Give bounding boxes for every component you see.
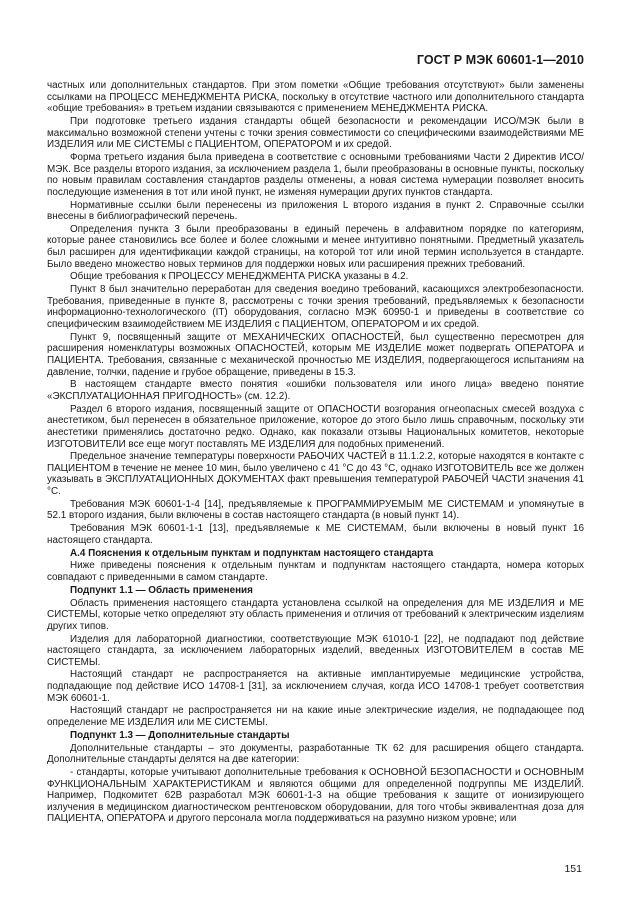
list-item: - стандарты, которые учитывают дополнительные требования к ОСНОВНОЙ БЕЗОПАСНОСТИ и ОСНОВНЫМ ФУНКЦИОНАЛЬНЫМ ХАРАКТЕРИСТИКАМ и являются общими для определенной подгруппы МЕ ИЗДЕЛИЙ. Например, Подкомитет 62В разработал МЭК 60601-1-3 на общие требования к защите от ионизирующего излучения в медицинском диагностическом рентгеновском оборудовании, для того чтобы эквивалентная доза для ПАЦИЕНТА, ОПЕРАТОРА и другого персонала могла поддерживаться на разумно низком уровне; или (47, 766, 584, 825)
section-heading: А.4 Пояснения к отдельным пунктам и подпунктам настоящего стандарта (70, 547, 434, 559)
paragraph: В настоящем стандарте вместо понятия «ошибки пользователя или иного лица» введено понятие «ЭКСПЛУАТАЦИОННАЯ ПРИГОДНОСТЬ» (см. 12.2). (47, 379, 584, 402)
paragraph: Дополнительные стандарты – это документы, разработанные ТК 62 для расширения общего стандарта. Дополнительные стандарты делятся на две категории: (47, 742, 584, 766)
paragraph: Область применения настоящего стандарта установлена ссылкой на определения для МЕ ИЗДЕЛИЯ и МЕ СИСТЕМЫ, которые четко определяют эту область применения и отличия от требований к электрическим изделиям других типов. (47, 597, 584, 632)
paragraph: Требования МЭК 60601-1-4 [14], предъявляемые к ПРОГРАММИРУЕМЫМ МЕ СИСТЕМАМ и упомянутые в 52.1 второго издания, были включены в состав настоящего стандарта (в новый пункт 14). (47, 498, 584, 522)
subclause-heading: Подпункт 1.3 — Дополнительные стандарты (70, 729, 290, 741)
paragraph: частных или дополнительных стандартов. При этом пометки «Общие требования отсутствуют» были заменены ссылками на ПРОЦЕСС МЕНЕДЖМЕНТА РИСКА, поскольку в отсутствие частного или дополнительного стандарта «общие требования» в третьем издании связываются с применением МЕНЕДЖМЕНТА РИСКА. (47, 80, 584, 115)
paragraph: Требования МЭК 60601-1-1 [13], предъявляемые к МЕ СИСТЕМАМ, были включены в новый пункт 16 настоящего стандарта. (47, 523, 584, 546)
paragraph: Форма третьего издания была приведена в соответствие с основными требованиями Части 2 Директив ИСО/МЭК. Все разделы второго издания, за исключением раздела 1, были преобразованы в основные пункты, поскольку по новым правилам составления стандартов разделы отменены, а новая система нумерации позволяет вносить последующие изменения в тот или иной пункт, не изменяя нумерации других пунктов стандарта. (47, 151, 584, 198)
page-number: 151 (564, 863, 582, 875)
paragraph: Настоящий стандарт не распространяется ни на какие иные электрические изделия, не подпадающее под определение МЕ ИЗДЕЛИЯ или МЕ СИСТЕМЫ. (47, 705, 584, 729)
paragraph: Раздел 6 второго издания, посвященный защите от ОПАСНОСТИ возгорания огнеопасных смесей воздуха с анестетиком, был перенесен в обязательное приложение, которое до этого было лишь справочным, поскольку эти анестетики применялись достаточно редко. Однако, как показали отзывы Национальных комитетов, некоторые ИЗГОТОВИТЕЛИ все еще могут поставлять МЕ ИЗДЕЛИЯ для подобных применений. (47, 403, 584, 450)
paragraph: Настоящий стандарт не распространяется на активные имплантируемые медицинские устройства, подпадающие под действие ИСО 14708-1 [31], за исключением случая, когда ИСО 14708-1 требует соответствия МЭК 60601-1. (47, 669, 584, 704)
subclause-heading: Подпункт 1.1 — Область применения (70, 584, 253, 596)
paragraph: Определения пункта 3 были преобразованы в единый перечень в алфавитном порядке по категориям, которые ранее становились все более и более сложными и менее интуитивно понятными. Предметный указатель был расширен для идентификации каждой страницы, на которой тот или иной термин используется в стандарте. Было введено множество новых терминов для поддержки новых или расширения прежних требований. (47, 223, 584, 270)
paragraph: Нормативные ссылки были перенесены из приложения L второго издания в пункт 2. Справочные ссылки внесены в библиографический перечень. (47, 199, 584, 223)
paragraph: Пункт 9, посвященный защите от МЕХАНИЧЕСКИХ ОПАСНОСТЕЙ, был существенно пересмотрен для расширения номенклатуры возможных ОПАСНОСТЕЙ, которым МЕ ИЗДЕЛИЕ может подвергать ОПЕРАТОРА и ПАЦИЕНТА. Требования, связанные с механической прочностью МЕ ИЗДЕЛИЯ, подвергающегося испытаниям на давление, толчки, падение и грубое обращение, приведены в 15.3. (47, 331, 584, 378)
paragraph: Ниже приведены пояснения к отдельным пунктам и подпунктам настоящего стандарта, номера которых совпадают с приведенными в самом стандарте. (47, 560, 584, 583)
paragraph: При подготовке третьего издания стандарты общей безопасности и рекомендации ИСО/МЭК были в максимально возможной степени учтены с точки зрения совместимости со специфическими взаимодействиями МЕ ИЗДЕЛИЯ или МЕ СИСТЕМЫ с ПАЦИЕНТОМ, ОПЕРАТОРОМ и их средой. (47, 115, 584, 151)
document-body (47, 80, 584, 826)
paragraph: Общие требования к ПРОЦЕССУ МЕНЕДЖМЕНТА РИСКА указаны в 4.2. (70, 271, 409, 283)
paragraph: Изделия для лабораторной диагностики, соответствующие МЭК 61010-1 [22], не подпадают под действие настоящего стандарта, за исключением лабораторных изделий, введенных ИЗГОТОВИТЕЛЕМ в состав МЕ СИСТЕМЫ. (47, 633, 584, 668)
document-header: ГОСТ Р МЭК 60601-1—2010 (416, 53, 584, 67)
paragraph: Пункт 8 был значительно переработан для сведения воедино требований, касающихся электробезопасности. Требования, приведенные в пункте 8, рассмотрены с точки зрения требований, предъявляемых к безопасности информационно-технологического (IT) оборудования, согласно МЭК 60950-1 и приведены в соответствие со специфическим взаимодействием МЕ ИЗДЕЛИЯ с ПАЦИЕНТОМ, ОПЕРАТОРОМ и их средой. (47, 284, 584, 330)
paragraph: Предельное значение температуры поверхности РАБОЧИХ ЧАСТЕЙ в 11.1.2.2, которые находятся в контакте с ПАЦИЕНТОМ в течение не менее 10 мин, было увеличено с 41 °С до 43 °С, однако ИЗГОТОВИТЕЛЬ все же должен указывать в ЭКСПЛУАТАЦИОННЫХ ДОКУМЕНТАХ факт превышения температурой РАБОЧЕЙ ЧАСТИ значения 41 °С. (47, 451, 584, 498)
